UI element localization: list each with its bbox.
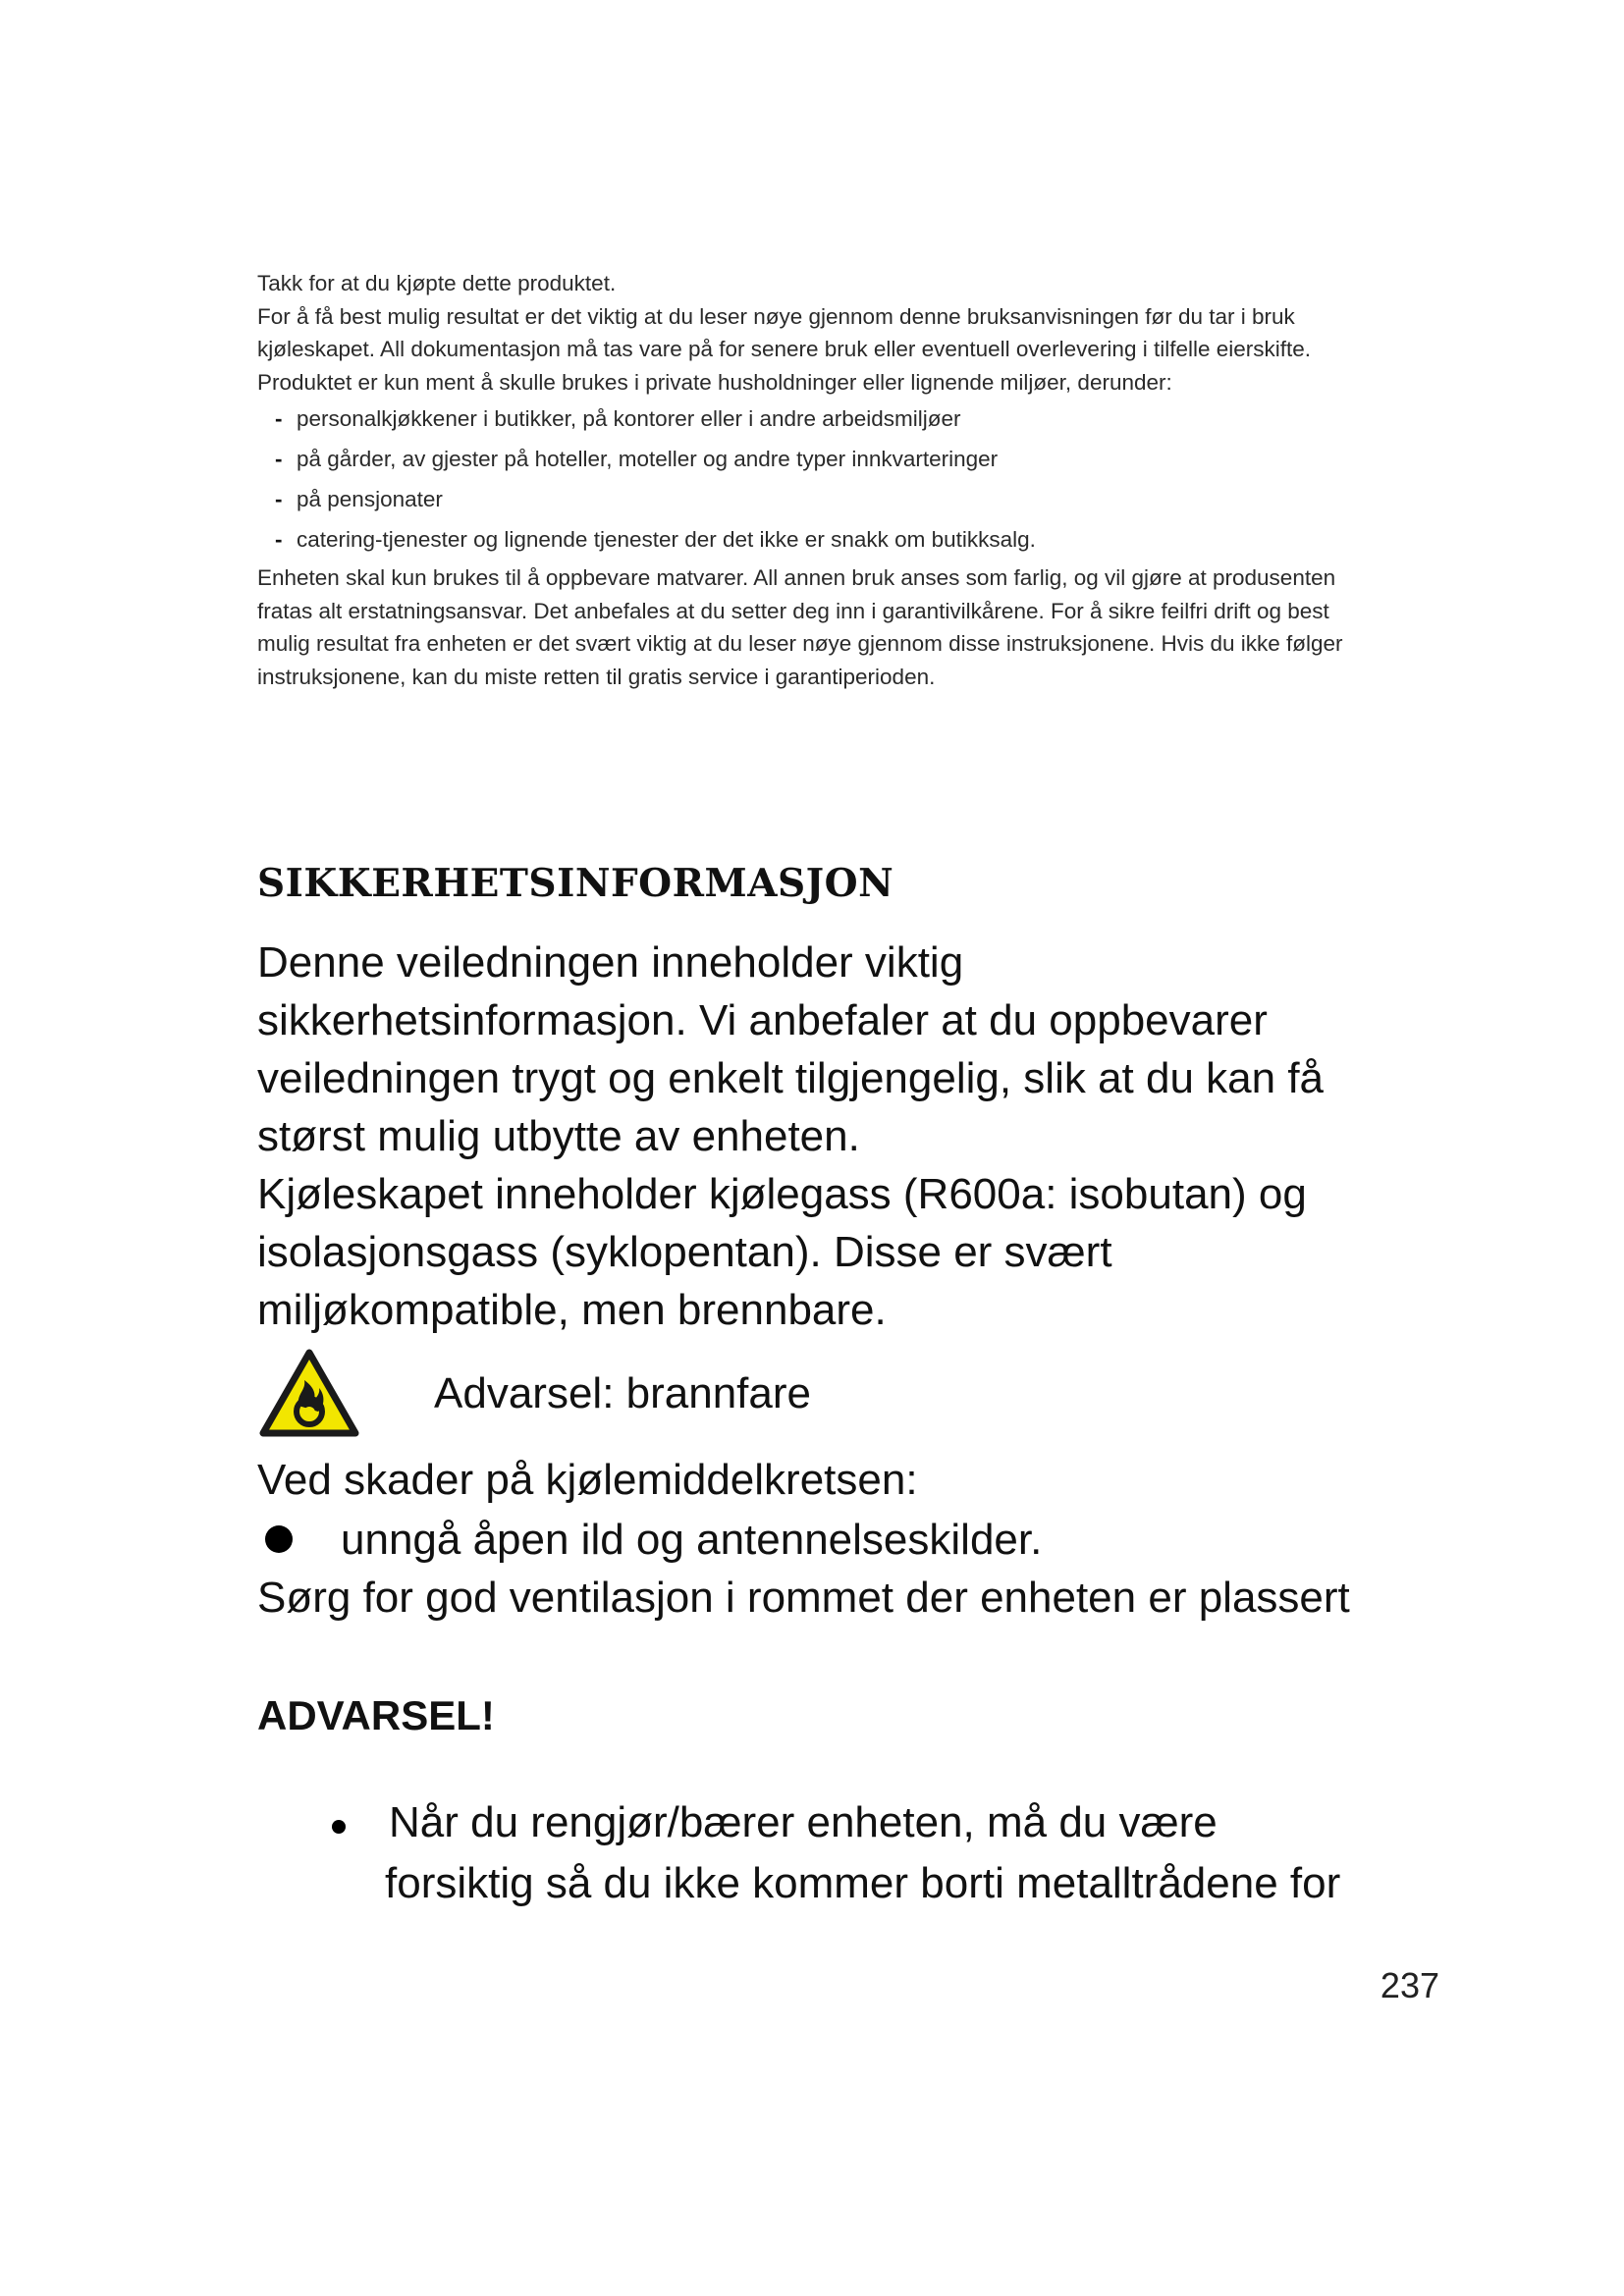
list-item: - personalkjøkkener i butikker, på kontorer eller i andre arbeidsmiljøer [275, 399, 1377, 439]
warning-item-line2: forsiktig så du ikke kommer borti metalltrådene for [385, 1859, 1341, 1907]
list-item: - på pensjonater [275, 479, 1377, 519]
intro-thanks: Takk for at du kjøpte dette produktet. [257, 271, 617, 295]
gas-paragraph: Kjøleskapet inneholder kjølegass (R600a: isobutan) og isolasjonsgass (syklopentan). Disse er svært miljøkompatible, men brennbare. [257, 1170, 1307, 1334]
safety-text-block [257, 934, 1396, 1339]
damage-line: Ved skader på kjølemiddelkretsen: [257, 1456, 918, 1504]
intro-usage-paragraph: Enheten skal kun brukes til å oppbevare matvarer. All annen bruk anses som farlig, og vil gjøre at produsenten fratas alt erstatningsansvar. Det anbefales at du setter deg inn i garantivilkårene. For å sikre feilfri drift og best mulig resultat fra enheten er det svært viktig at du leser nøye gjennom disse instruksjonene. Hvis du ikke følger instruksjonene, kan du miste retten til gratis service i garantiperioden. [257, 565, 1343, 689]
list-item: - på gårder, av gjester på hoteller, moteller og andre typer innkvarteringer [275, 439, 1377, 479]
safety-heading: SIKKERHETSINFORMASJON [257, 861, 894, 906]
fire-hazard-icon [257, 1347, 361, 1437]
safety-paragraph: Denne veiledningen inneholder viktig sikkerhetsinformasjon. Vi anbefaler at du oppbevarer veiledningen trygt og enkelt tilgjengelig, slik at du kan få størst mulig utbytte av enheten. [257, 938, 1325, 1160]
warning-item-line1: Når du rengjør/bærer enheten, må du være [389, 1798, 1218, 1846]
damage-bullet-text: unngå åpen ild og antennelseskilder. [341, 1516, 1043, 1564]
ventilation-line: Sørg for god ventilasjon i rommet der enheten er plassert [257, 1574, 1350, 1622]
fire-warning-row [257, 1347, 1141, 1437]
warning-heading: ADVARSEL! [257, 1692, 495, 1738]
bullet-icon [265, 1525, 293, 1553]
ventilation-block [257, 1569, 1396, 1627]
page-number: 237 [1380, 1965, 1439, 2005]
damage-heading-block [257, 1451, 1396, 1509]
usage-list [257, 399, 1377, 560]
intro-block [257, 267, 1377, 693]
bullet-icon [332, 1820, 346, 1834]
intro-paragraph: For å få best mulig resultat er det viktig at du leser nøye gjennom denne bruksanvisningen før du tar i bruk kjøleskapet. All dokumentasjon må tas vare på for senere bruk eller eventuell overlevering i tilfelle eierskifte. Produktet er kun ment å skulle brukes i private husholdninger eller lignende miljøer, derunder: [257, 303, 1312, 395]
damage-bullet-row [257, 1511, 1396, 1572]
fire-warning-label: Advarsel: brannfare [434, 1369, 811, 1417]
warning-list [324, 1792, 1404, 1914]
list-item: - catering-tjenester og lignende tjenester der det ikke er snakk om butikksalg. [275, 519, 1377, 560]
